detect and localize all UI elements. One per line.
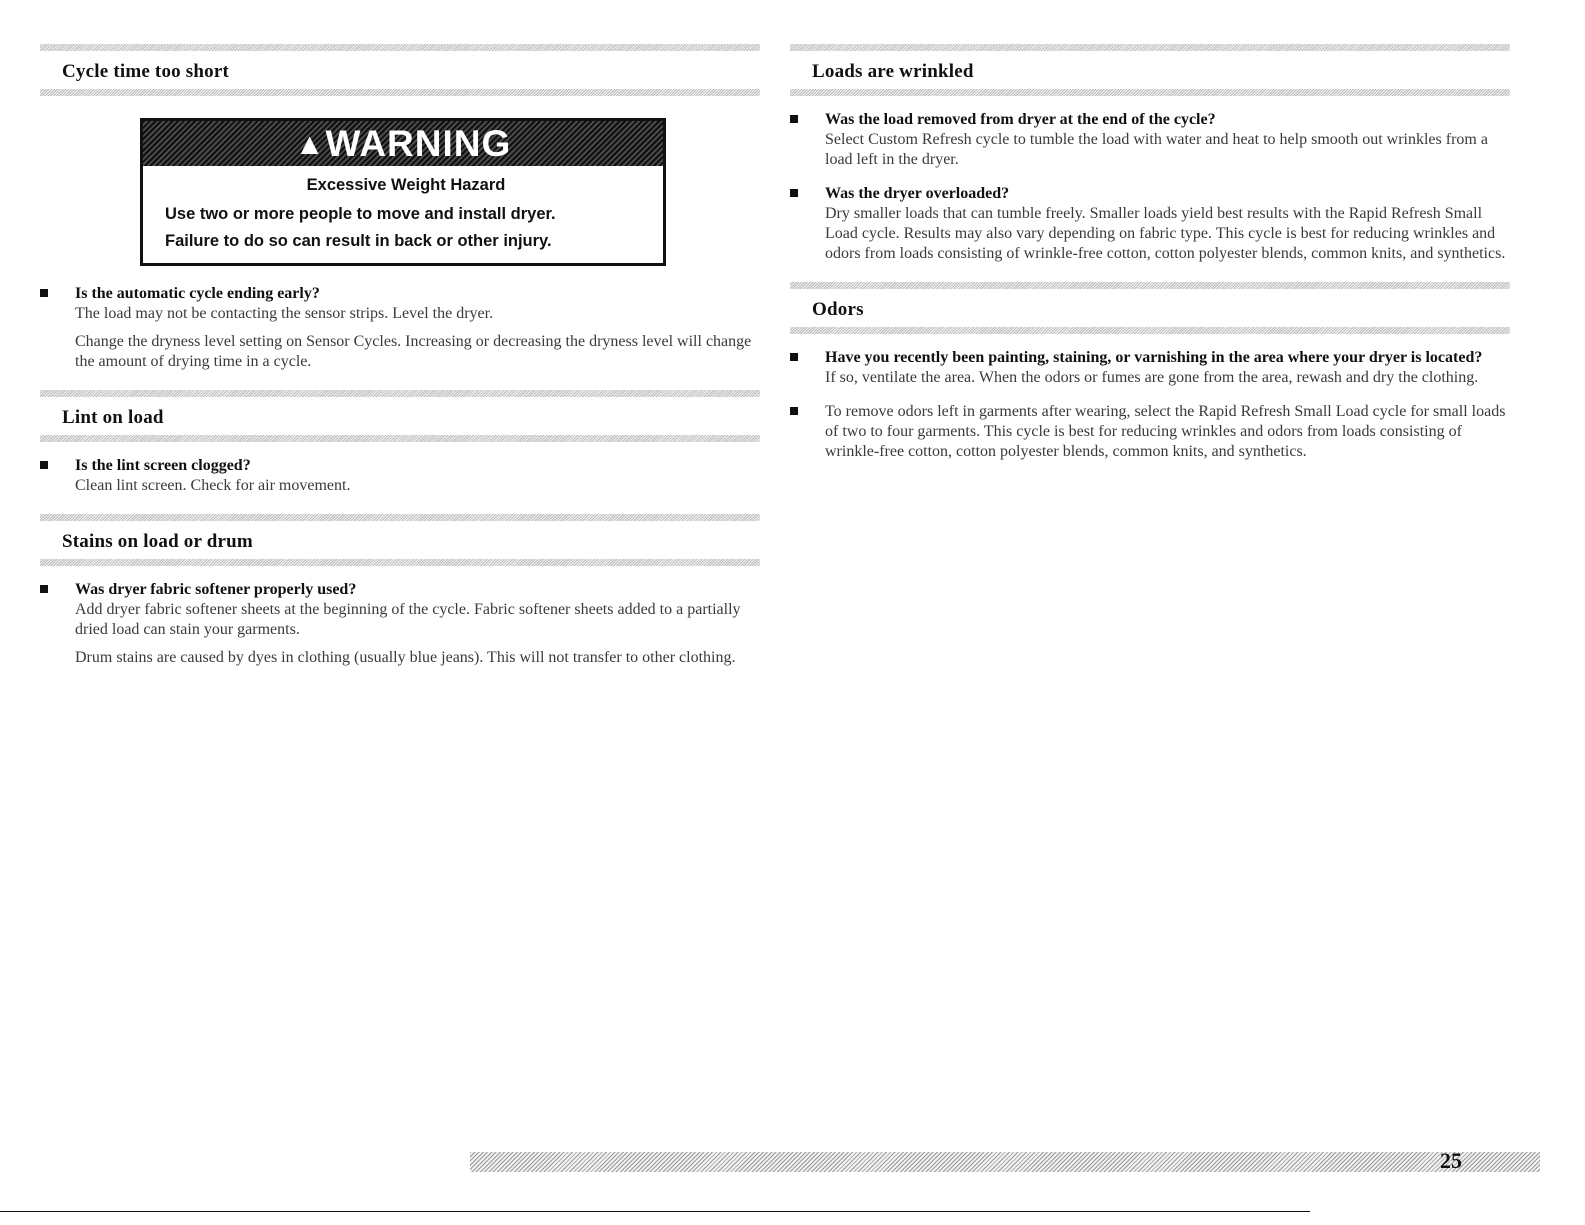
faq-item xyxy=(790,110,1510,170)
warning-header xyxy=(143,121,663,166)
section-rule xyxy=(40,559,760,566)
faq-answer: If so, ventilate the area. When the odors or fumes are gone from the area, rewash and dry the clothing. xyxy=(825,369,1479,386)
faq-answer: Select Custom Refresh cycle to tumble the load with water and heat to help smooth out wrinkles from a load left in the dryer. xyxy=(825,131,1488,168)
faq-answer: To remove odors left in garments after wearing, select the Rapid Refresh Small Load cycle for small loads of two to four garments. This cycle is best for reducing wrinkles and odors from loads consisting of wrinkle-free cotton, cotton polyester blends, common knits, and synthetics. xyxy=(825,403,1506,460)
faq-item xyxy=(40,456,760,496)
section-rule xyxy=(40,89,760,96)
bullet-square-icon xyxy=(790,189,798,197)
faq-question: Have you recently been painting, staining, or varnishing in the area where your dryer is located? xyxy=(825,349,1483,366)
faq-answer: Change the dryness level setting on Sensor Cycles. Increasing or decreasing the dryness level will change the amount of drying time in a cycle. xyxy=(75,333,752,370)
bullet-square-icon xyxy=(790,115,798,123)
bullet-square-icon xyxy=(790,353,798,361)
bottom-rule xyxy=(0,1211,1310,1212)
section-rule xyxy=(790,327,1510,334)
section-title-stains: Stains on load or drum xyxy=(62,531,253,552)
faq-item xyxy=(40,580,760,668)
faq-item xyxy=(790,402,1510,462)
faq-answer: The load may not be contacting the sensor strips. Level the dryer. xyxy=(75,305,494,322)
warning-line: Failure to do so can result in back or other injury. xyxy=(165,232,552,250)
section-title-cycle-time: Cycle time too short xyxy=(62,61,230,82)
warning-hazard-title: Excessive Weight Hazard xyxy=(306,176,506,194)
warning-triangle-icon: ▲ xyxy=(294,128,326,161)
faq-answer: Dry smaller loads that can tumble freely. Smaller loads yield best results with the Rapid Refresh Small Load cycle. Results may also vary depending on fabric type. This cycle is best for reducing wrinkles and odors from loads consisting of wrinkle-free cotton, cotton polyester blends, common knits, and synthetics. xyxy=(825,205,1506,262)
faq-question: Was the load removed from dryer at the end of the cycle? xyxy=(825,111,1216,128)
bullet-square-icon xyxy=(40,585,48,593)
section-rule xyxy=(40,435,760,442)
section-rule xyxy=(790,282,1510,289)
faq-question: Was dryer fabric softener properly used? xyxy=(75,581,357,598)
section-rule xyxy=(790,89,1510,96)
bullet-square-icon xyxy=(790,407,798,415)
section-title-wrinkled: Loads are wrinkled xyxy=(812,61,974,82)
faq-item xyxy=(40,284,760,372)
bullet-square-icon xyxy=(40,289,48,297)
left-column xyxy=(40,44,760,668)
section-rule xyxy=(40,44,760,51)
faq-answer: Drum stains are caused by dyes in clothing (usually blue jeans). This will not transfer to other clothing. xyxy=(75,649,736,666)
faq-answer: Add dryer fabric softener sheets at the beginning of the cycle. Fabric softener sheets added to a partially dried load can stain your garments. xyxy=(75,601,741,638)
faq-item xyxy=(790,184,1510,264)
faq-question: Is the automatic cycle ending early? xyxy=(75,285,320,302)
section-title-lint: Lint on load xyxy=(62,407,164,428)
faq-answer: Clean lint screen. Check for air movement. xyxy=(75,477,351,494)
page-footer xyxy=(100,1150,1510,1174)
section-rule xyxy=(40,514,760,521)
section-rule xyxy=(40,390,760,397)
page-number: 25 xyxy=(1440,1148,1462,1173)
faq-item xyxy=(790,348,1510,388)
warning-body xyxy=(143,166,663,263)
faq-question: Was the dryer overloaded? xyxy=(825,185,1010,202)
warning-box xyxy=(140,118,666,266)
bullet-square-icon xyxy=(40,461,48,469)
right-column xyxy=(790,44,1510,462)
faq-question: Is the lint screen clogged? xyxy=(75,457,251,474)
section-rule xyxy=(790,44,1510,51)
warning-header-text: WARNING xyxy=(325,123,512,164)
warning-line: Use two or more people to move and install dryer. xyxy=(165,205,556,223)
footer-bar xyxy=(470,1152,1540,1172)
section-title-odors: Odors xyxy=(812,299,864,320)
